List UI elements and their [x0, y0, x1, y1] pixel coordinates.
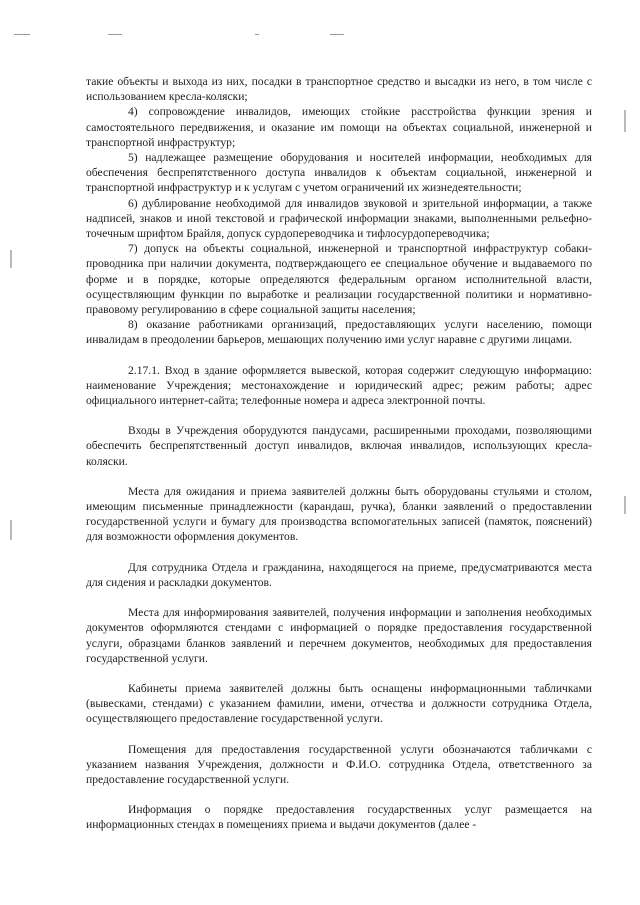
scan-artifact-edge-right [624, 110, 626, 132]
scan-artifact-marks [0, 34, 640, 40]
document-paragraph: 2.17.1. Вход в здание оформляется вывеской, которая содержит следующую информацию: наименование Учреждения; местонахождение и юридический адрес; режим работы; адрес официального интернет-сайта; телефонные номера и адреса электронной почты. [86, 363, 592, 408]
document-paragraph: Места для информирования заявителей, получения информации и заполнения необходимых документов оформляются стендами с информацией о порядке предоставления государственной услуги, образцами бланков заявлений и перечнем документов, необходимых для предоставления государственной услуги. [86, 606, 592, 665]
scan-artifact-edge-left [10, 250, 12, 268]
scan-artifact-edge-right-2 [624, 496, 626, 514]
document-paragraph: Помещения для предоставления государственной услуги обозначаются табличками с указанием названия Учреждения, должности и Ф.И.О. сотрудника Отдела, ответственного за предоставление государственной услуги. [86, 742, 592, 786]
document-paragraph: 7) допуск на объекты социальной, инженерной и транспортной инфраструктур собаки-проводника при наличии документа, подтверждающего ее специальное обучение и выдаваемого по форме и в порядке, которые определяются федеральным органом исполнительной власти, осуществляющим функции по выработке и реализации государственной политики и нормативно-правовому регулированию в сфере социальной защиты населения; [86, 242, 592, 317]
document-paragraph: 4) сопровождение инвалидов, имеющих стойкие расстройства функции зрения и самостоятельного передвижения, и оказание им помощи на объектах социальной, инженерной и транспортной инфраструктур; [86, 105, 592, 149]
document-paragraph: Входы в Учреждения оборудуются пандусами, расширенными проходами, позволяющими обеспечить беспрепятственный доступ инвалидов, включая инвалидов, использующих кресла-коляски. [86, 424, 592, 468]
document-paragraph: Места для ожидания и приема заявителей должны быть оборудованы стульями и столом, имеющим письменные принадлежности (карандаш, ручка), бланки заявлений о предоставлении государственной услуги и бумагу для производства вспомогательных записей (памяток, пояснений) для возможности оформления документов. [86, 484, 592, 544]
document-paragraph: Для сотрудника Отдела и гражданина, находящегося на приеме, предусматриваются места для сидения и раскладки документов. [86, 560, 592, 589]
document-page [86, 74, 592, 833]
scan-artifact-edge-left-2 [10, 520, 12, 540]
document-paragraph: 8) оказание работниками организаций, предоставляющих услуги населению, помощи инвалидам в преодолении барьеров, мешающих получению ими услуг наравне с другими лицами. [86, 318, 592, 347]
document-paragraph: 5) надлежащее размещение оборудования и носителей информации, необходимых для обеспечения беспрепятственного доступа инвалидов к объектам социальной, инженерной и транспортной инфраструктур и к услугам с учетом ограничений их жизнедеятельности; [86, 151, 592, 195]
document-paragraph: 6) дублирование необходимой для инвалидов звуковой и зрительной информации, а также надписей, знаков и иной текстовой и графической информации знаками, выполненными рельефно-точечным шрифтом Брайля, допуск сурдопереводчика и тифлосурдопереводчика; [86, 196, 592, 241]
document-paragraph: Кабинеты приема заявителей должны быть оснащены информационными табличками (вывесками, стендами) с указанием фамилии, имени, отчества и должности сотрудника Отдела, осуществляющего предоставление государственной услуги. [86, 681, 592, 726]
document-paragraph: такие объекты и выхода из них, посадки в транспортное средство и высадки из него, в том числе с использованием кресла-коляски; [86, 75, 592, 104]
document-paragraph: Информация о порядке предоставления государственных услуг размещается на информационных стендах в помещениях приема и выдачи документов (далее - [86, 803, 592, 832]
